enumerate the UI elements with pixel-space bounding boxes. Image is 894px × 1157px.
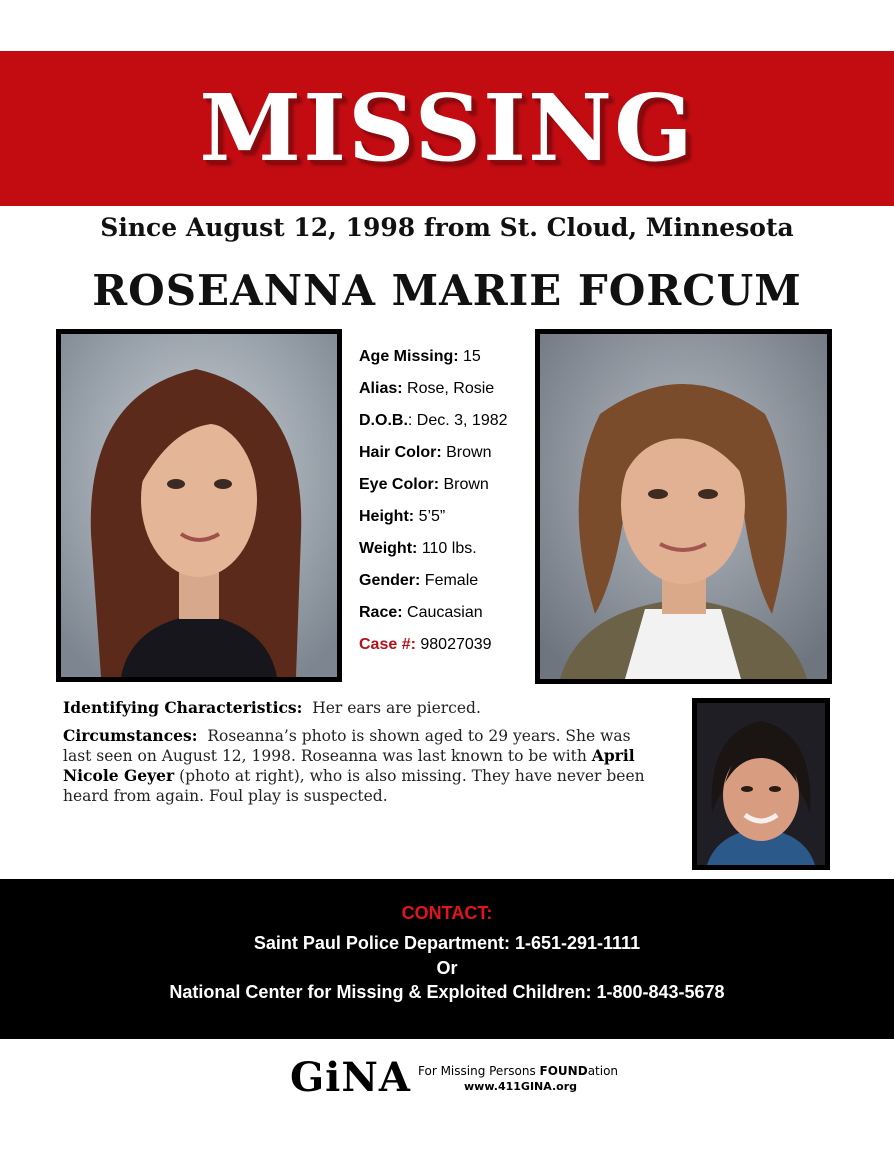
- photo-age-progressed-29: [535, 329, 832, 684]
- contact-heading: CONTACT:: [401, 903, 493, 923]
- fact-hair-color: Hair Color: Brown: [359, 444, 492, 461]
- details-section: [63, 698, 663, 814]
- contact-ncmec: National Center for Missing & Exploited Children: 1-800-843-5678: [169, 982, 725, 1002]
- fact-eye-color: Eye Color: Brown: [359, 476, 489, 493]
- contact-police: Saint Paul Police Department: 1-651-291-1111: [253, 933, 641, 953]
- identifying-characteristics: Identifying Characteristics: Her ears are pierced.: [63, 698, 481, 717]
- fact-gender: Gender: Female: [359, 572, 479, 589]
- contact-or: Or: [436, 958, 458, 978]
- fact-weight: Weight: 110 lbs.: [359, 540, 477, 557]
- circumstances: Circumstances: Roseanna’s photo is shown aged to 29 years. She was last seen on August 12, 1998. Roseanna was last known to be with April Nicole Geyer (photo at right), who is also missing. They have never been heard from again. Foul play is suspected.: [63, 726, 645, 805]
- missing-person-name: ROSEANNA MARIE FORCUM: [92, 266, 802, 315]
- fact-case-number: Case #: 98027039: [359, 636, 492, 653]
- footer-logo: [290, 1055, 630, 1105]
- fact-alias: Alias: Rose, Rosie: [359, 380, 495, 397]
- facts-list: [359, 345, 534, 665]
- photo-april-nicole-geyer: [692, 698, 830, 870]
- fact-race: Race: Caucasian: [359, 604, 483, 621]
- missing-title: MISSING: [199, 74, 695, 182]
- gina-tagline: For Missing Persons FOUNDation: [418, 1064, 619, 1078]
- gina-logo: GiNA: [290, 1054, 411, 1101]
- since-date-location: Since August 12, 1998 from St. Cloud, Minnesota: [100, 213, 794, 242]
- fact-dob: D.O.B.: Dec. 3, 1982: [359, 412, 508, 429]
- gina-url: www.411GINA.org: [464, 1080, 578, 1093]
- fact-height: Height: 5’5”: [359, 508, 446, 525]
- fact-age-missing: Age Missing: 15: [359, 348, 481, 365]
- photo-age-15: [56, 329, 342, 682]
